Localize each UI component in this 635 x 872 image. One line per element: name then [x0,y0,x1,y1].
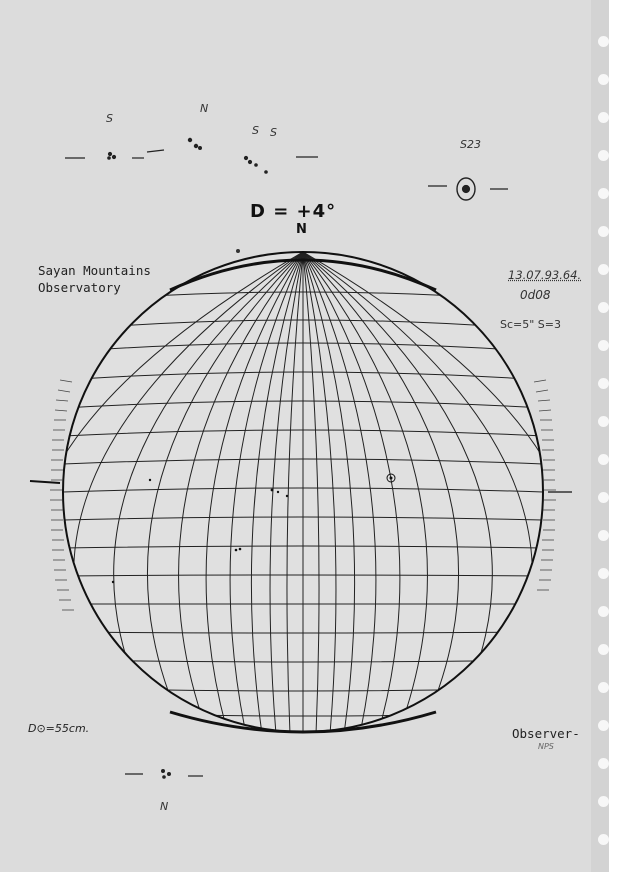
seeing-conditions: Sc=5" S=3 [500,318,561,331]
observatory-line-1: Sayan Mountains [38,263,151,278]
binding-hole [598,720,609,731]
north-pole-mark: N [296,222,307,237]
observation-date: 13.07.93.64. [508,268,582,282]
binding-hole [598,226,609,237]
binding-hole [598,644,609,655]
binding-hole [598,606,609,617]
group-label-n-1: N [200,102,209,115]
observer-signature: NPS [538,742,554,751]
binding-hole [598,340,609,351]
binding-hole [598,188,609,199]
binding-hole [598,682,609,693]
north-tick [236,249,240,253]
binding-hole [598,492,609,503]
north-label-bottom: N [160,800,169,813]
binding-hole [598,416,609,427]
binding-hole [598,758,609,769]
binding-hole [598,112,609,123]
disk-orientation-title: D = +4° [250,201,337,222]
east-marker [30,481,60,483]
binding-hole [598,568,609,579]
binding-hole [598,150,609,161]
binding-hole [598,796,609,807]
binding-hole [598,264,609,275]
region-label: S23 [460,138,481,151]
observation-time: 0d08 [520,288,551,302]
disk-diameter: D⊙=55cm. [28,722,90,735]
observatory-line-2: Observatory [38,280,121,295]
group-label-s-2: S [252,124,259,137]
binding-hole [598,834,609,845]
observer-label: Observer- [512,726,580,741]
binding-hole [598,378,609,389]
binding-hole [598,454,609,465]
group-label-s-1: S [106,112,113,125]
binding-hole [598,302,609,313]
binding-hole [598,36,609,47]
binding-hole [598,74,609,85]
binding-hole [598,530,609,541]
observatory-name [38,262,151,296]
group-label-s-3: S [270,126,277,139]
